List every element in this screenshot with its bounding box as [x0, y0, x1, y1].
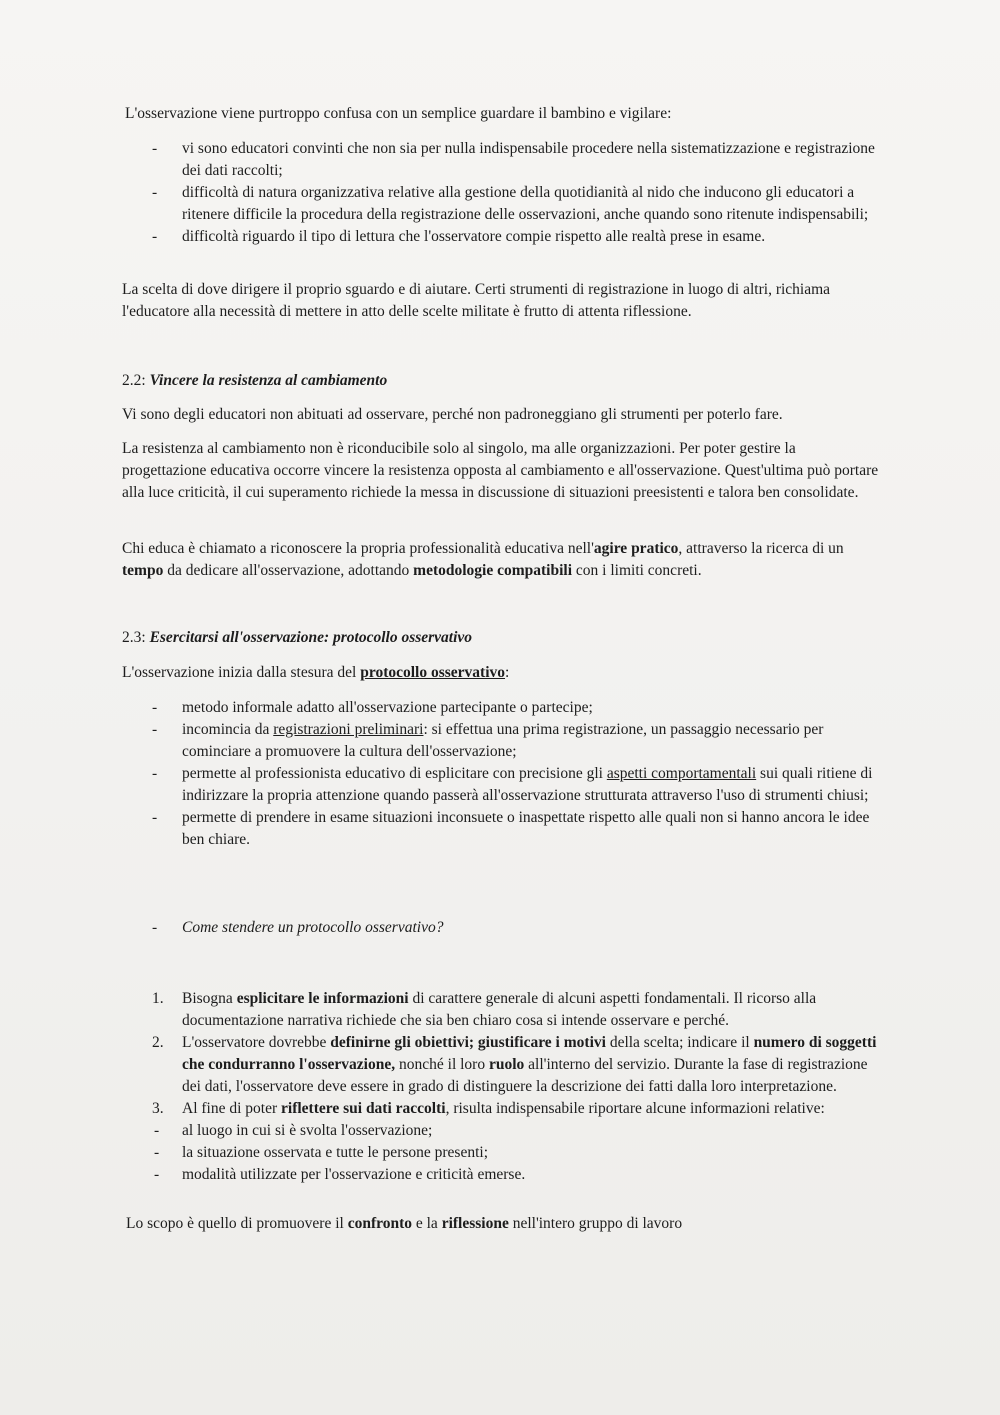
bold-text: tempo: [122, 562, 164, 579]
question-list: [150, 917, 875, 939]
list-item: - difficoltà riguardo il tipo di lettura che l'osservatore compie rispetto alle realtà prese in esame.: [150, 226, 875, 248]
text: Al fine di poter: [182, 1100, 282, 1117]
section-heading-2-3: [122, 627, 882, 649]
list-item: [150, 719, 875, 763]
text: L'osservatore dovrebbe: [182, 1034, 331, 1051]
section-number: 2.2:: [122, 372, 150, 389]
bold-text: metodologie compatibili: [413, 562, 573, 579]
underlined-text: aspetti comportamentali: [606, 765, 757, 782]
item-number: 3.: [152, 1100, 164, 1117]
text: , risulta indispensabile riportare alcune informazioni relative:: [445, 1100, 825, 1117]
intro-bullet-list: [150, 138, 875, 248]
steps-list: [150, 988, 878, 1186]
bold-text: confronto: [347, 1215, 412, 1232]
bold-text: esplicitare le informazioni: [236, 990, 409, 1007]
section-title: Vincere la resistenza al cambiamento: [149, 372, 388, 389]
list-item: - metodo informale adatto all'osservazione partecipante o partecipe;: [150, 697, 875, 719]
text: la situazione osservata e tutte le persone presenti;: [182, 1144, 489, 1161]
underlined-text: registrazioni preliminari: [273, 721, 424, 738]
text: con i limiti concreti.: [572, 562, 702, 579]
text: Chi educa è chiamato a riconoscere la propria professionalità educativa nell': [122, 540, 594, 557]
bold-text: agire pratico: [593, 540, 679, 557]
paragraph: La resistenza al cambiamento non è riconducibile solo al singolo, ma alle organizzazioni. Per poter gestire la progettazione educativa occorre vincere la resistenza opposta al cambiamento e all'osservazione. Quest'ultima può portare alla luce criticità, il cui superamento richiede la messa in discussione di situazioni preesistenti e talora ben consolidate.: [122, 440, 879, 501]
text: : si effettua una prima registrazione, un passaggio necessario per cominciare a promuovere la cultura dell'osservazione;: [182, 721, 824, 760]
bold-text: numero di soggetti che condurranno l'osservazione,: [182, 1034, 877, 1073]
bold-text: definirne gli obiettivi; giustificare i motivi: [330, 1034, 606, 1051]
text: e la: [411, 1215, 442, 1232]
list-item: - permette di prendere in esame situazioni inconsuete o inaspettate rispetto alle quali non si hanno ancora le idee ben chiare.: [150, 807, 875, 851]
text: modalità utilizzate per l'osservazione e criticità emerse.: [182, 1166, 526, 1183]
text: incomincia da: [182, 721, 274, 738]
bold-text: riflettere sui dati raccolti: [281, 1100, 446, 1117]
text: L'osservazione inizia dalla stesura del: [122, 664, 361, 681]
text: di carattere generale di alcuni aspetti fondamentali. Il ricorso alla documentazione narrativa richiede che sia ben chiaro cosa si intende osservare e perché.: [182, 990, 817, 1029]
text: da dedicare all'osservazione, adottando: [163, 562, 414, 579]
text: al luogo in cui si è svolta l'osservazione;: [182, 1122, 433, 1139]
list-item: [150, 1032, 878, 1098]
intro-paragraph: La scelta di dove dirigere il proprio sguardo e di aiutare. Certi strumenti di registrazione in luogo di altri, richiama l'educatore alla necessità di mettere in atto delle scelte militate è frutto di attenta riflessione.: [122, 281, 831, 320]
dash-marker: -: [154, 1144, 160, 1161]
text: :: [505, 664, 510, 681]
text: sui quali ritiene di indirizzare la propria attenzione quando passerà all'osservazione strutturata attraverso l'uso di strumenti chiusi;: [182, 765, 873, 804]
list-item: [150, 1120, 878, 1142]
section-number: 2.3:: [122, 629, 150, 646]
text: nell'intero gruppo di lavoro: [508, 1215, 683, 1232]
list-item: - vi sono educatori convinti che non sia per nulla indispensabile procedere nella sistematizzazione e registrazione dei dati raccolti;: [150, 138, 875, 182]
text: Lo scopo è quello di promuovere il: [126, 1215, 348, 1232]
section-heading-2-2: [122, 370, 882, 392]
protocol-bullet-list: [150, 697, 875, 851]
list-item: [150, 988, 878, 1032]
bold-text: riflessione: [441, 1215, 509, 1232]
list-item: [150, 1142, 878, 1164]
list-item: [150, 763, 875, 807]
closing-paragraph: [126, 1213, 886, 1235]
section-title: Esercitarsi all'osservazione: protocollo osservativo: [149, 629, 473, 646]
paragraph: [122, 538, 882, 582]
text: Bisogna: [182, 990, 237, 1007]
list-item: - difficoltà di natura organizzativa relative alla gestione della quotidianità al nido che inducono gli educatori a ritenere difficile la procedura della registrazione delle osservazioni, anche quando sono ritenute indispensabili;: [150, 182, 875, 226]
text: permette al professionista educativo di esplicitare con precisione gli: [182, 765, 607, 782]
list-item: [150, 1098, 878, 1120]
text: della scelta; indicare il: [605, 1034, 754, 1051]
list-item: [150, 1164, 878, 1186]
item-number: 1.: [152, 990, 164, 1007]
intro-line: L'osservazione viene purtroppo confusa con un semplice guardare il bambino e vigilare:: [125, 105, 672, 122]
bold-text: ruolo: [488, 1056, 525, 1073]
protocol-lead: [122, 662, 882, 684]
dash-marker: -: [154, 1122, 160, 1139]
paragraph: Vi sono degli educatori non abituati ad osservare, perché non padroneggiano gli strumenti per poterlo fare.: [122, 406, 783, 423]
list-item: - Come stendere un protocollo osservativo?: [150, 917, 875, 939]
bold-underlined-text: protocollo osservativo: [360, 664, 506, 681]
item-number: 2.: [152, 1034, 164, 1051]
text: nonché il loro: [395, 1056, 489, 1073]
text: , attraverso la ricerca di un: [678, 540, 844, 557]
dash-marker: -: [154, 1166, 160, 1183]
text: all'interno del servizio. Durante la fase di registrazione dei dati, l'osservatore deve essere in grado di distinguere la descrizione dei fatti dalla loro interpretazione.: [182, 1056, 868, 1095]
